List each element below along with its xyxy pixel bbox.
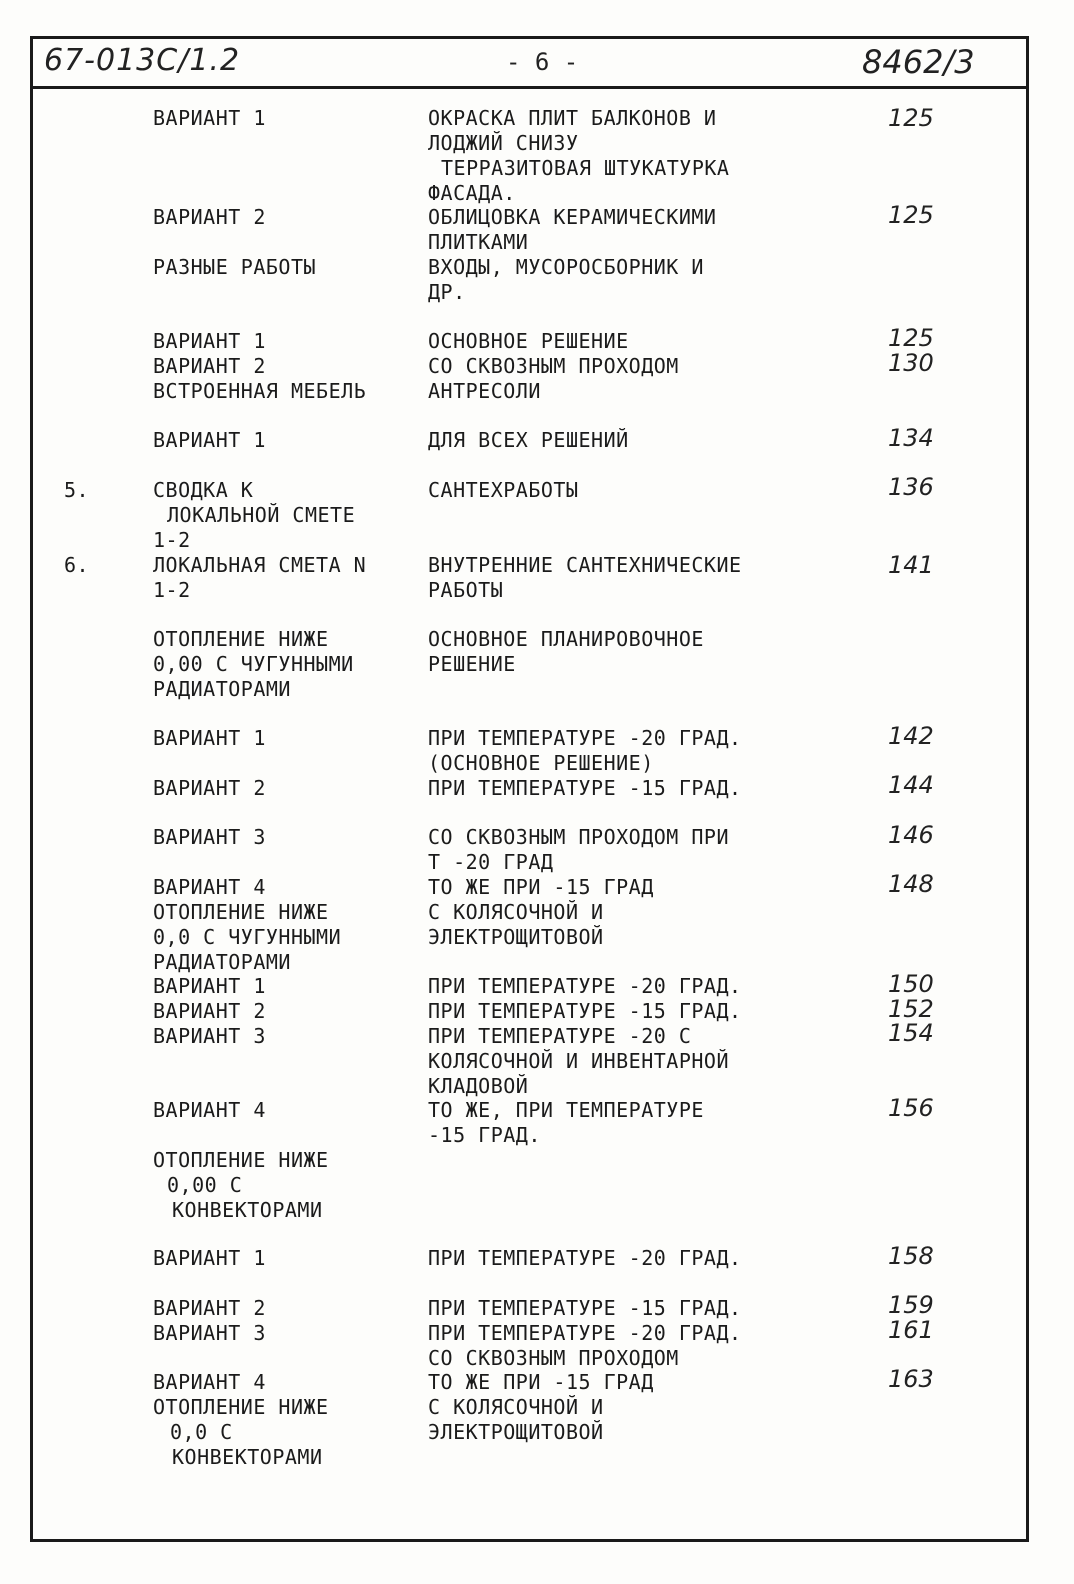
entry-name: ВАРИАНТ 4	[153, 875, 266, 899]
entry-description: АНТРЕСОЛИ	[428, 379, 541, 403]
page-ref: 156	[888, 1094, 934, 1122]
entry-name: ВАРИАНТ 2	[153, 354, 266, 378]
entry-description: ВНУТРЕННИЕ САНТЕХНИЧЕСКИЕ	[428, 553, 742, 577]
entry-description: РЕШЕНИЕ	[428, 652, 516, 676]
entry-name: ЛОКАЛЬНОЙ СМЕТЕ	[167, 503, 356, 527]
entry-description: САНТЕХРАБОТЫ	[428, 478, 579, 502]
entry-description: ВХОДЫ, МУСОРОСБОРНИК И	[428, 255, 704, 279]
entry-description: -15 ГРАД.	[428, 1123, 541, 1147]
entry-name: 1-2	[153, 528, 191, 552]
page-ref: 144	[888, 771, 934, 799]
sheet-reference: 8462/3	[862, 43, 975, 81]
page-ref: 146	[888, 821, 934, 849]
entry-description: ПРИ ТЕМПЕРАТУРЕ -15 ГРАД.	[428, 776, 742, 800]
entry-description: ДР.	[428, 280, 466, 304]
entry-name: ОТОПЛЕНИЕ НИЖЕ	[153, 1395, 329, 1419]
entry-description: ТЕРРАЗИТОВАЯ ШТУКАТУРКА	[441, 156, 730, 180]
entry-name: ОТОПЛЕНИЕ НИЖЕ	[153, 900, 329, 924]
entry-description: (ОСНОВНОЕ РЕШЕНИЕ)	[428, 751, 654, 775]
entry-name: 0,0 С ЧУГУННЫМИ	[153, 925, 342, 949]
page-ref: 125	[888, 201, 934, 229]
entry-description: ПРИ ТЕМПЕРАТУРЕ -20 ГРАД.	[428, 1246, 742, 1270]
page-ref: 148	[888, 870, 934, 898]
entry-description: Т -20 ГРАД	[428, 850, 554, 874]
entry-name: СВОДКА К	[153, 478, 254, 502]
entry-name: 0,00 С	[167, 1173, 243, 1197]
entry-name: ВАРИАНТ 1	[153, 726, 266, 750]
entry-name: ВАРИАНТ 1	[153, 106, 266, 130]
page-ref: 152	[888, 995, 934, 1023]
entry-description: КОЛЯСОЧНОЙ И ИНВЕНТАРНОЙ	[428, 1049, 729, 1073]
entry-description: ЭЛЕКТРОЩИТОВОЙ	[428, 925, 604, 949]
entry-name: ВАРИАНТ 3	[153, 1024, 266, 1048]
page-ref: 163	[888, 1365, 934, 1393]
page-ref: 142	[888, 722, 934, 750]
entry-name: ЛОКАЛЬНАЯ СМЕТА N	[153, 553, 367, 577]
entry-description: ТО ЖЕ ПРИ -15 ГРАД	[428, 1370, 654, 1394]
entry-name: ВСТРОЕННАЯ МЕБЕЛЬ	[153, 379, 367, 403]
entry-description: ЭЛЕКТРОЩИТОВОЙ	[428, 1420, 604, 1444]
entry-description: ЛОДЖИЙ СНИЗУ	[428, 131, 579, 155]
page-ref: 154	[888, 1019, 934, 1047]
page-ref: 158	[888, 1242, 934, 1270]
entry-name: ВАРИАНТ 1	[153, 329, 266, 353]
entry-name: ВАРИАНТ 2	[153, 1296, 266, 1320]
entry-description: ОБЛИЦОВКА КЕРАМИЧЕСКИМИ	[428, 205, 717, 229]
page-ref: 161	[888, 1316, 934, 1344]
entry-name: КОНВЕКТОРАМИ	[172, 1445, 323, 1469]
entry-name: ВАРИАНТ 1	[153, 974, 266, 998]
entry-description: ПРИ ТЕМПЕРАТУРЕ -15 ГРАД.	[428, 1296, 742, 1320]
entry-description: ТО ЖЕ, ПРИ ТЕМПЕРАТУРЕ	[428, 1098, 704, 1122]
entry-name: 0,0 С	[170, 1420, 233, 1444]
entry-description: СО СКВОЗНЫМ ПРОХОДОМ	[428, 1346, 679, 1370]
entry-description: ПРИ ТЕМПЕРАТУРЕ -20 ГРАД.	[428, 974, 742, 998]
entry-description: ФАСАДА.	[428, 181, 516, 205]
page-ref: 130	[888, 349, 934, 377]
entry-name: ОТОПЛЕНИЕ НИЖЕ	[153, 627, 329, 651]
entry-description: ОСНОВНОЕ РЕШЕНИЕ	[428, 329, 629, 353]
entry-name: ВАРИАНТ 1	[153, 428, 266, 452]
entry-name: РАДИАТОРАМИ	[153, 677, 291, 701]
entry-description: СО СКВОЗНЫМ ПРОХОДОМ ПРИ	[428, 825, 729, 849]
entry-description: ПЛИТКАМИ	[428, 230, 529, 254]
entry-name: ВАРИАНТ 4	[153, 1098, 266, 1122]
section-number: 5.	[64, 478, 90, 502]
page-ref: 159	[888, 1291, 934, 1319]
entry-description: ПРИ ТЕМПЕРАТУРЕ -20 С	[428, 1024, 692, 1048]
page-ref: 125	[888, 104, 934, 132]
entry-name: КОНВЕКТОРАМИ	[172, 1198, 323, 1222]
page-ref: 136	[888, 473, 934, 501]
entry-description: С КОЛЯСОЧНОЙ И	[428, 1395, 604, 1419]
header-divider	[30, 86, 1029, 89]
page-ref: 125	[888, 324, 934, 352]
section-number: 6.	[64, 553, 90, 577]
entry-name: РАЗНЫЕ РАБОТЫ	[153, 255, 317, 279]
entry-name: ВАРИАНТ 2	[153, 999, 266, 1023]
entry-description: ПРИ ТЕМПЕРАТУРЕ -20 ГРАД.	[428, 1321, 742, 1345]
entry-name: ВАРИАНТ 4	[153, 1370, 266, 1394]
entry-description: ТО ЖЕ ПРИ -15 ГРАД	[428, 875, 654, 899]
entry-description: СО СКВОЗНЫМ ПРОХОДОМ	[428, 354, 679, 378]
entry-name: ВАРИАНТ 3	[153, 1321, 266, 1345]
entry-name: 0,00 С ЧУГУННЫМИ	[153, 652, 354, 676]
page-ref: 134	[888, 424, 934, 452]
entry-description: ПРИ ТЕМПЕРАТУРЕ -15 ГРАД.	[428, 999, 742, 1023]
document-code: 67-013С/1.2	[44, 43, 241, 78]
entry-name: 1-2	[153, 578, 191, 602]
entry-description: ОСНОВНОЕ ПЛАНИРОВОЧНОЕ	[428, 627, 704, 651]
page-ref: 141	[888, 551, 934, 579]
entry-description: ДЛЯ ВСЕХ РЕШЕНИЙ	[428, 428, 629, 452]
desc-text: ОКРАСКА ПЛИТ БАЛКОНОВ И	[428, 106, 717, 130]
entry-name: РАДИАТОРАМИ	[153, 950, 291, 974]
entry-name: ВАРИАНТ 2	[153, 205, 266, 229]
entry-description: КЛАДОВОЙ	[428, 1074, 529, 1098]
entry-name: ОТОПЛЕНИЕ НИЖЕ	[153, 1148, 329, 1172]
entry-description	[428, 106, 812, 131]
entry-name: ВАРИАНТ 3	[153, 825, 266, 849]
entry-description: С КОЛЯСОЧНОЙ И	[428, 900, 604, 924]
entry-description: РАБОТЫ	[428, 578, 504, 602]
entry-name: ВАРИАНТ 1	[153, 1246, 266, 1270]
page-ref: 150	[888, 970, 934, 998]
page-number: - 6 -	[506, 48, 579, 76]
entry-description: ПРИ ТЕМПЕРАТУРЕ -20 ГРАД.	[428, 726, 742, 750]
entry-name: ВАРИАНТ 2	[153, 776, 266, 800]
